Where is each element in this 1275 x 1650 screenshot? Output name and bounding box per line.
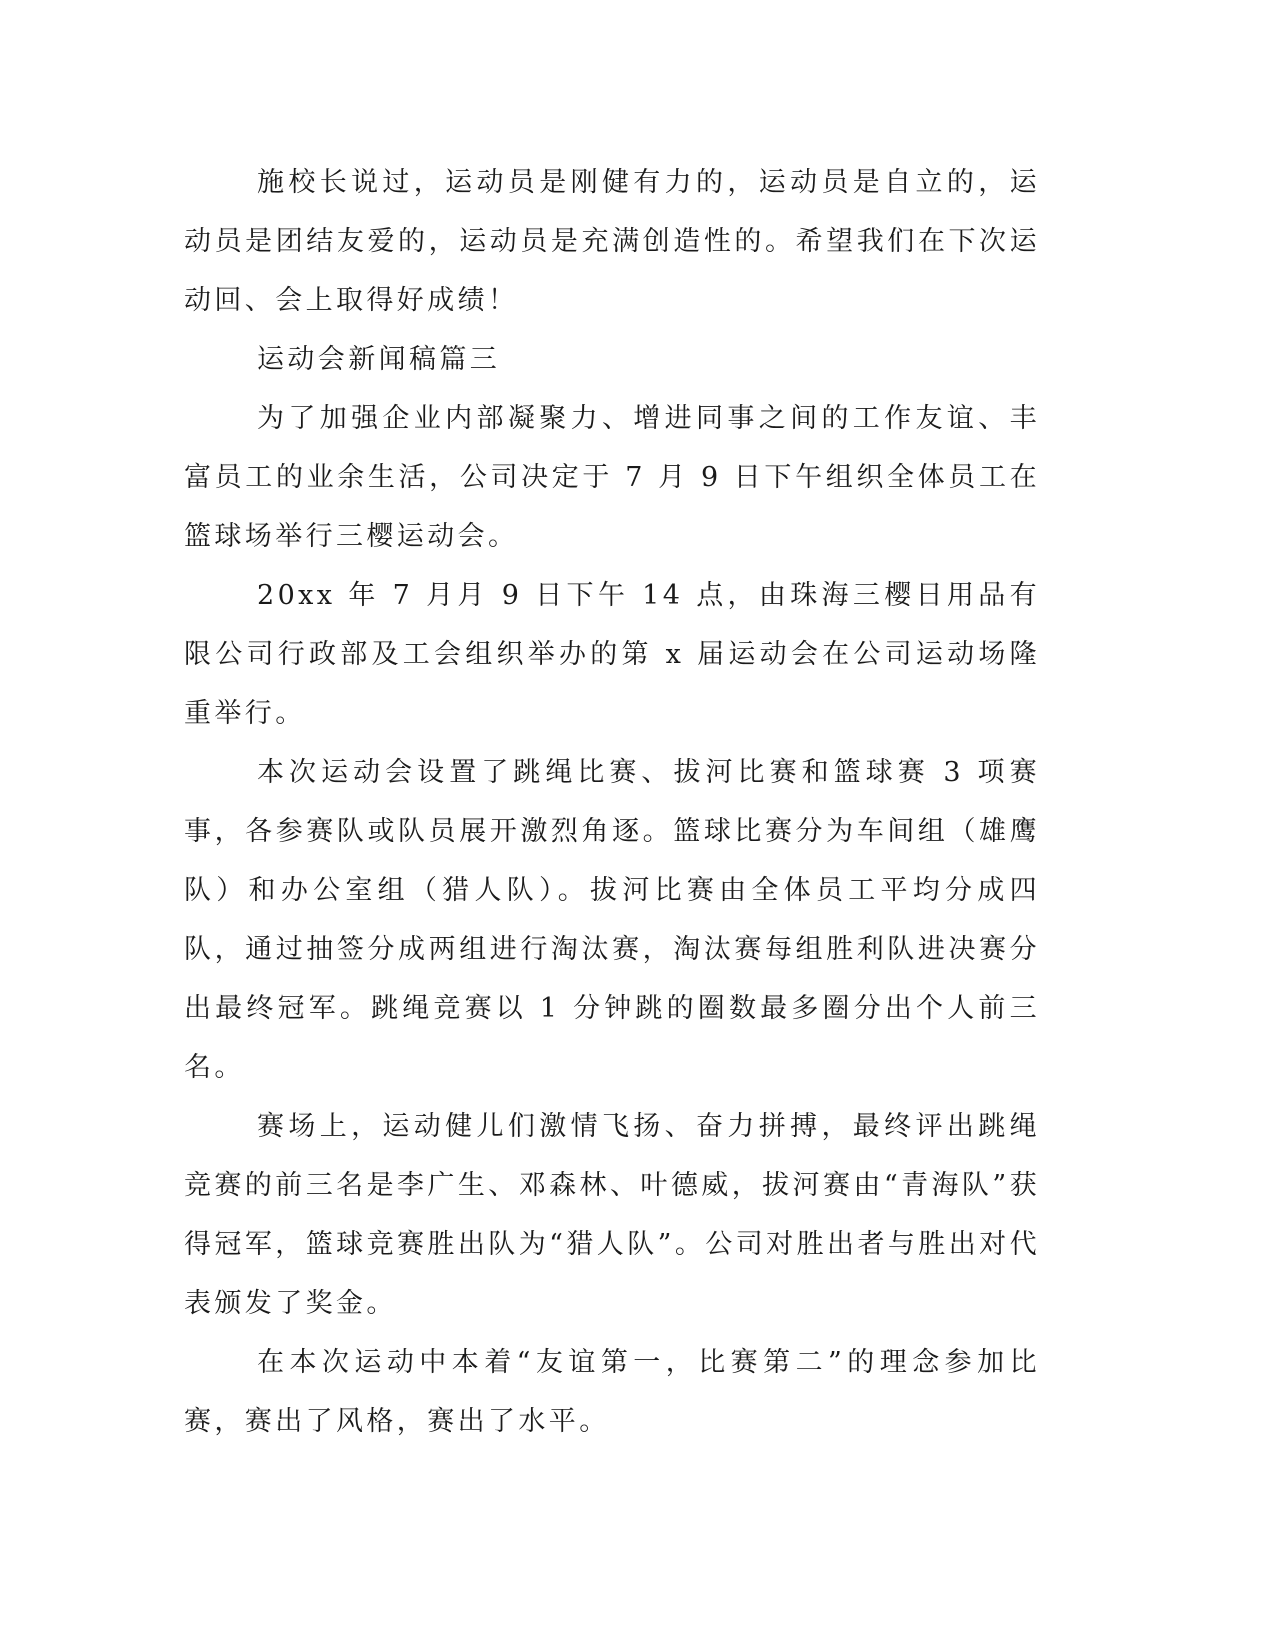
- paragraph-event-date: 20xx 年 7 月月 9 日下午 14 点，由珠海三樱日用品有限公司行政部及工会组织举办的第 x 届运动会在公司运动场隆重举行。: [184, 580, 1040, 729]
- paragraph-closing: 在本次运动中本着“友谊第一，比赛第二”的理念参加比赛，赛出了风格，赛出了水平。: [184, 1347, 1040, 1437]
- paragraph-results: 赛场上，运动健儿们激情飞扬、奋力拼搏，最终评出跳绳竞赛的前三名是李广生、邓森林、叶德威，拔河赛由“青海队”获得冠军，篮球竞赛胜出队为“猎人队”。公司对胜出者与胜出对代表颁发了奖金。: [184, 1111, 1040, 1319]
- paragraph-principal-quote: 施校长说过，运动员是刚健有力的，运动员是自立的，运动员是团结友爱的，运动员是充满创造性的。希望我们在下次运动回、会上取得好成绩！: [184, 167, 1040, 316]
- document-body: [184, 153, 1040, 1451]
- section-heading: 运动会新闻稿篇三: [257, 344, 501, 375]
- paragraph-purpose: 为了加强企业内部凝聚力、增进同事之间的工作友谊、丰富员工的业余生活，公司决定于 7 月 9 日下午组织全体员工在篮球场举行三樱运动会。: [184, 403, 1040, 552]
- paragraph-events: 本次运动会设置了跳绳比赛、拔河比赛和篮球赛 3 项赛事，各参赛队或队员展开激烈角逐。篮球比赛分为车间组（雄鹰队）和办公室组（猎人队）。拔河比赛由全体员工平均分成四队，通过抽签分成两组进行淘汰赛，淘汰赛每组胜利队进决赛分出最终冠军。跳绳竞赛以 1 分钟跳的圈数最多圈分出个人前三名。: [184, 757, 1040, 1083]
